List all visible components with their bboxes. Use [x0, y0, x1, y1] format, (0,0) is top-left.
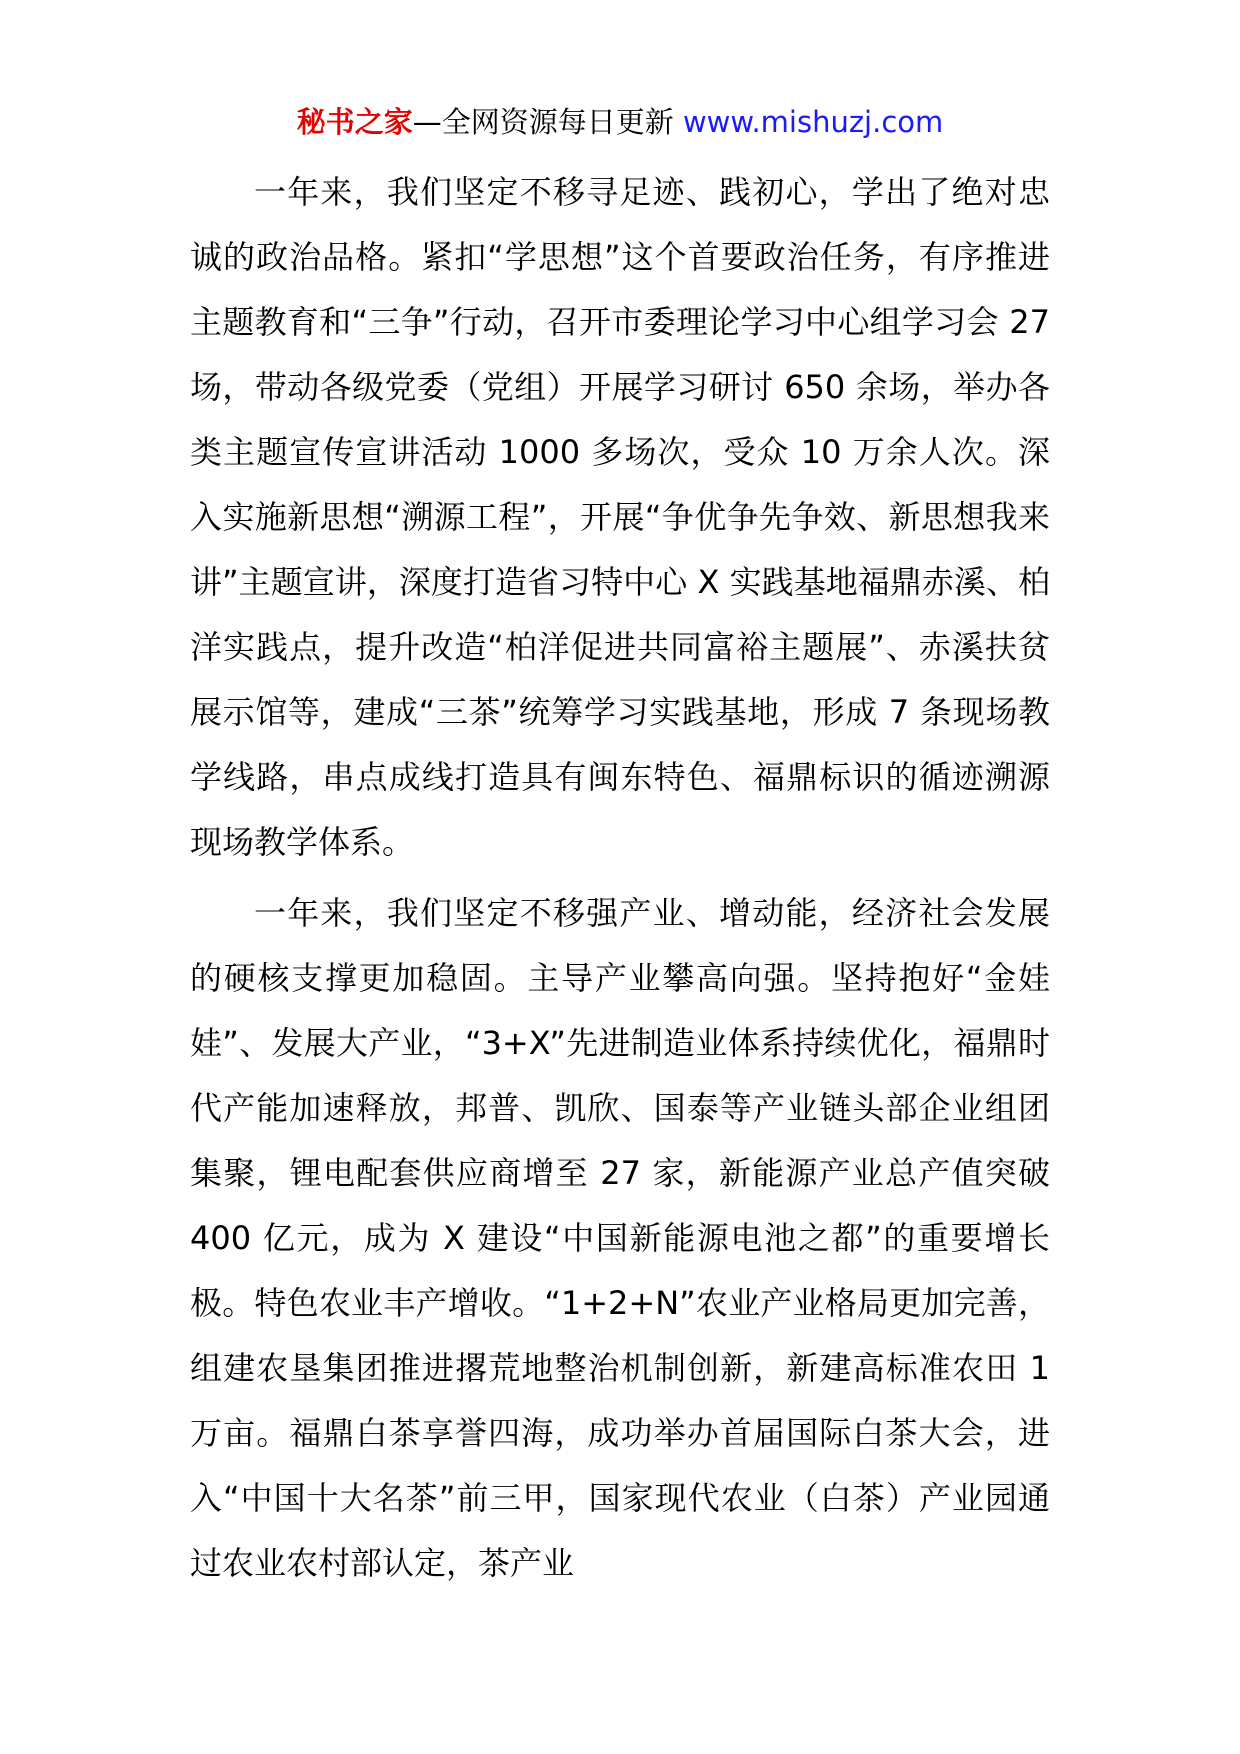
paragraph-1: 一年来，我们坚定不移寻足迹、践初心，学出了绝对忠诚的政治品格。紧扣“学思想”这个首要政治任务，有序推进主题教育和“三争”行动，召开市委理论学习中心组学习会 27 场，带动各级党委（党组）开展学习研讨 650 余场，举办各类主题宣传宣讲活动 1000 多场次，受众 10 万余人次。深入实施新思想“溯源工程”，开展“争优争先争效、新思想我来讲”主题宣讲，深度打造省习特中心 X 实践基地福鼎赤溪、柏洋实践点，提升改造“柏洋促进共同富裕主题展”、赤溪扶贫展示馆等，建成“三茶”统筹学习实践基地，形成 7 条现场教学线路，串点成线打造具有闽东特色、福鼎标识的循迹溯源现场教学体系。	[190, 173, 1050, 861]
document-body	[190, 160, 1050, 1602]
brand-name: 秘书之家	[296, 105, 413, 139]
header-tagline: —全网资源每日更新	[412, 105, 683, 139]
page-header	[0, 100, 1240, 144]
paragraph-2: 一年来，我们坚定不移强产业、增动能，经济社会发展的硬核支撑更加稳固。主导产业攀高向强。坚持抱好“金娃娃”、发展大产业，“3+X”先进制造业体系持续优化，福鼎时代产能加速释放，邦普、凯欣、国泰等产业链头部企业组团集聚，锂电配套供应商增至 27 家，新能源产业总产值突破 400 亿元，成为 X 建设“中国新能源电池之都”的重要增长极。特色农业丰产增收。“1+2+N”农业产业格局更加完善，组建农垦集团推进撂荒地整治机制创新，新建高标准农田 1 万亩。福鼎白茶享誉四海，成功举办首届国际白茶大会，进入“中国十大名茶”前三甲，国家现代农业（白茶）产业园通过农业农村部认定，茶产业	[190, 894, 1050, 1582]
header-url-link[interactable]: www.mishuzj.com	[682, 105, 944, 139]
